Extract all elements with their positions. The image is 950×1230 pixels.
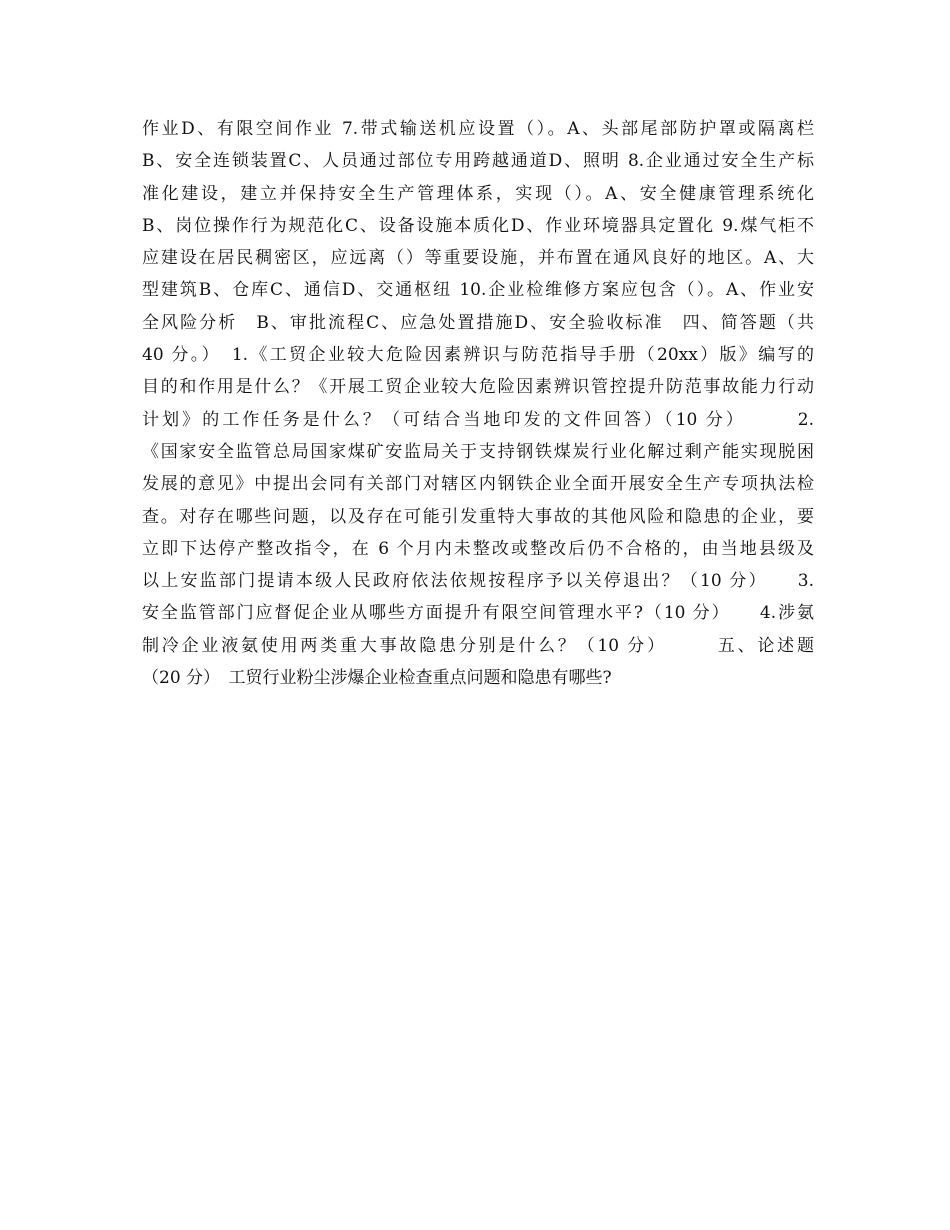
text-line: 全风险分析 B、审批流程C、应急处置措施D、安全验收标准 四、简答题（共 [142, 312, 814, 333]
text-line: 目的和作用是什么？《开展工贸企业较大危险因素辨识管控提升防范事故能力行动 [142, 377, 814, 398]
text-line: B、安全连锁装置C、人员通过部位专用跨越通道D、照明 8.企业通过安全生产标 [142, 151, 814, 172]
text-line: 型建筑B、仓库C、通信D、交通枢纽 10.企业检维修方案应包含（）。A、作业安 [142, 280, 814, 301]
document-body [142, 113, 814, 694]
text-line: 发展的意见》中提出会同有关部门对辖区内钢铁企业全面开展安全生产专项执法检 [142, 474, 814, 495]
text-line: 计划》的工作任务是什么？（可结合当地印发的文件回答）（10 分） 2. [142, 409, 814, 430]
text-line: 准化建设，建立并保持安全生产管理体系，实现（）。A、安全健康管理系统化 [142, 183, 814, 204]
text-line: 40 分。） 1.《工贸企业较大危险因素辨识与防范指导手册（20xx）版》编写的 [142, 345, 814, 366]
text-line: 以上安监部门提请本级人民政府依法依规按程序予以关停退出？（10 分） 3. [142, 571, 814, 592]
text-line: 应建设在居民稠密区，应远离（）等重要设施，并布置在通风良好的地区。A、大 [142, 248, 814, 269]
text-line: 查。对存在哪些问题，以及存在可能引发重特大事故的其他风险和隐患的企业，要 [142, 506, 814, 527]
text-line: 立即下达停产整改指令，在 6 个月内未整改或整改后仍不合格的，由当地县级及 [142, 538, 814, 559]
text-line: 制冷企业液氨使用两类重大事故隐患分别是什么？（10 分） 五、论述题 [142, 635, 814, 656]
text-line: （20 分） 工贸行业粉尘涉爆企业检查重点问题和隐患有哪些? [142, 668, 612, 689]
text-line: 《国家安全监管总局国家煤矿安监局关于支持钢铁煤炭行业化解过剩产能实现脱困 [142, 441, 814, 462]
text-line: 作业D、有限空间作业 7.带式输送机应设置（）。A、头部尾部防护罩或隔离栏 [142, 119, 814, 139]
text-line: 安全监管部门应督促企业从哪些方面提升有限空间管理水平?（10 分） 4.涉氨 [142, 603, 814, 624]
text-line: B、岗位操作行为规范化C、设备设施本质化D、作业环境器具定置化 9.煤气柜不 [142, 215, 814, 236]
